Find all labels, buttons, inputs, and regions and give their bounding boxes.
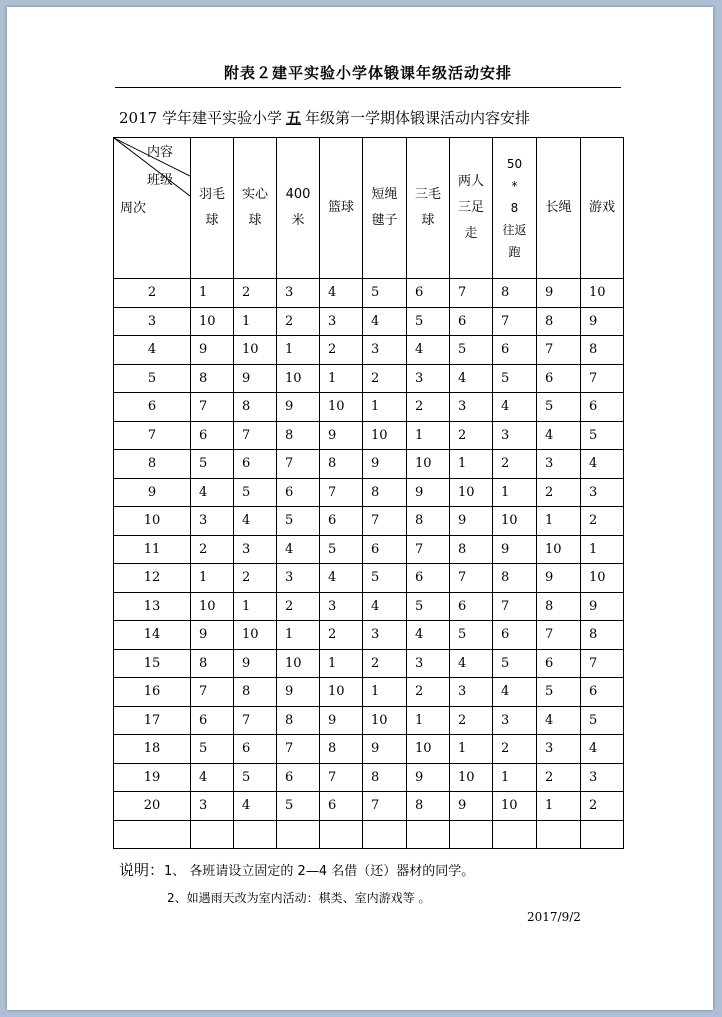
column-header-line: 50 [506,157,523,171]
week-cell: 18 [114,735,191,764]
class-number-cell: 7 [581,649,624,678]
column-header [191,138,234,279]
class-number-cell: 9 [277,393,320,422]
week-cell: 12 [114,564,191,593]
class-number-cell: 5 [191,450,234,479]
class-number-cell [537,820,581,849]
class-number-cell: 7 [493,592,537,621]
class-number-cell: 6 [234,735,277,764]
class-number-cell: 1 [320,364,363,393]
class-number-cell: 4 [450,649,493,678]
column-header-line: 两人 [457,174,484,189]
class-number-cell: 6 [493,336,537,365]
class-number-cell: 8 [407,507,450,536]
class-number-cell: 1 [320,649,363,678]
class-number-cell: 9 [191,621,234,650]
document-title: 附表２建平实验小学体锻课年级活动安排 [223,64,512,82]
class-number-cell [191,820,234,849]
column-header-line: 往返 [502,223,527,237]
class-number-cell: 4 [407,336,450,365]
class-number-cell: 5 [537,393,581,422]
class-number-cell: 1 [234,592,277,621]
class-number-cell: 10 [320,393,363,422]
class-number-cell: 4 [537,421,581,450]
class-number-cell [363,820,407,849]
class-number-cell: 8 [407,792,450,821]
class-number-cell: 1 [450,450,493,479]
column-header-line: 球 [421,213,435,228]
class-number-cell: 10 [277,364,320,393]
table-row [114,364,624,393]
class-number-cell: 2 [493,735,537,764]
table-row [114,820,624,849]
class-number-cell: 4 [320,279,363,308]
class-number-cell: 5 [234,478,277,507]
class-number-cell: 8 [363,478,407,507]
class-number-cell: 4 [493,678,537,707]
table-row [114,279,624,308]
class-number-cell: 7 [191,393,234,422]
table-row [114,678,624,707]
class-number-cell: 2 [537,763,581,792]
column-header-line: 球 [248,213,262,228]
class-number-cell: 9 [450,507,493,536]
class-number-cell: 5 [450,621,493,650]
class-number-cell: 2 [581,792,624,821]
class-number-cell: 9 [320,421,363,450]
class-number-cell: 10 [493,792,537,821]
class-number-cell: 9 [234,649,277,678]
class-number-cell: 7 [537,621,581,650]
class-number-cell: 7 [320,763,363,792]
class-number-cell: 3 [537,450,581,479]
class-number-cell: 9 [493,535,537,564]
column-header [493,138,537,279]
class-number-cell: 9 [581,307,624,336]
schedule-table [113,137,624,849]
class-number-cell: 6 [234,450,277,479]
class-number-cell: 1 [493,478,537,507]
class-number-cell: 10 [234,336,277,365]
class-number-cell: 4 [191,763,234,792]
column-header-line: 400 [285,187,311,202]
class-number-cell: 5 [363,564,407,593]
class-number-cell: 7 [320,478,363,507]
week-cell: 6 [114,393,191,422]
class-number-cell: 8 [581,621,624,650]
class-number-cell: 7 [234,706,277,735]
class-number-cell: 5 [363,279,407,308]
class-number-cell: 8 [277,706,320,735]
column-header [277,138,320,279]
class-number-cell: 10 [493,507,537,536]
class-number-cell: 1 [581,535,624,564]
column-header [363,138,407,279]
class-number-cell: 3 [363,336,407,365]
class-number-cell: 10 [581,564,624,593]
class-number-cell: 1 [234,307,277,336]
class-number-cell: 10 [277,649,320,678]
class-number-cell: 5 [191,735,234,764]
class-number-cell: 4 [493,393,537,422]
note-1-text: 1、 各班请设立固定的 2—4 名借（还）器材的同学。 [164,864,475,879]
class-number-cell: 4 [537,706,581,735]
class-number-cell: 2 [493,450,537,479]
class-number-cell: 10 [407,450,450,479]
table-subtitle [119,107,619,128]
table-row [114,735,624,764]
class-number-cell: 9 [537,279,581,308]
week-cell: 11 [114,535,191,564]
class-number-cell: 5 [581,421,624,450]
class-number-cell [493,820,537,849]
class-number-cell: 10 [407,735,450,764]
column-header-line: 走 [464,226,478,241]
class-number-cell: 1 [537,792,581,821]
class-number-cell: 8 [537,592,581,621]
week-cell: 3 [114,307,191,336]
column-header-line: 篮球 [327,200,354,215]
class-number-cell: 2 [277,592,320,621]
column-header-line: 长绳 [545,200,572,215]
class-number-cell: 7 [537,336,581,365]
class-number-cell [277,820,320,849]
class-number-cell: 9 [277,678,320,707]
class-number-cell: 3 [450,678,493,707]
class-number-cell: 4 [407,621,450,650]
column-header-line: 米 [291,213,305,228]
class-number-cell [450,820,493,849]
table-row [114,307,624,336]
table-row [114,649,624,678]
class-number-cell: 1 [493,763,537,792]
class-number-cell: 8 [581,336,624,365]
class-number-cell: 9 [407,478,450,507]
class-number-cell: 2 [450,706,493,735]
class-number-cell: 8 [191,364,234,393]
class-number-cell: 6 [537,649,581,678]
class-number-cell [581,820,624,849]
column-header-line: 8 [510,201,519,215]
class-number-cell: 2 [407,393,450,422]
column-header [234,138,277,279]
class-number-cell: 6 [450,592,493,621]
class-number-cell: 6 [363,535,407,564]
column-header-line: 跑 [508,245,521,259]
class-number-cell: 2 [320,336,363,365]
column-header-line: 三毛 [414,187,441,202]
class-number-cell: 7 [277,450,320,479]
class-number-cell: 9 [320,706,363,735]
class-number-cell: 6 [320,507,363,536]
column-header-line: 短绳 [371,187,398,202]
class-number-cell: 2 [363,364,407,393]
class-number-cell: 10 [581,279,624,308]
class-number-cell: 1 [191,279,234,308]
class-number-cell: 2 [320,621,363,650]
column-header-line: 毽子 [371,213,398,228]
class-number-cell: 3 [407,364,450,393]
table-row [114,393,624,422]
note-line-2: 2、如遇雨天改为室内活动：棋类、室内游戏等 。 [167,891,431,905]
class-number-cell: 6 [277,763,320,792]
class-number-cell: 6 [581,393,624,422]
corner-week-label: 周次 [120,201,147,216]
class-number-cell: 4 [450,364,493,393]
column-header-line: 球 [205,213,219,228]
column-header [537,138,581,279]
class-number-cell: 3 [363,621,407,650]
class-number-cell: 5 [320,535,363,564]
class-number-cell: 2 [363,649,407,678]
diagonal-corner [114,138,190,278]
class-number-cell: 7 [581,364,624,393]
class-number-cell: 2 [450,421,493,450]
class-number-cell: 6 [191,421,234,450]
week-cell: 7 [114,421,191,450]
class-number-cell: 6 [450,307,493,336]
column-header [407,138,450,279]
class-number-cell: 5 [277,792,320,821]
class-number-cell: 9 [363,735,407,764]
class-number-cell: 5 [537,678,581,707]
class-number-cell: 8 [234,678,277,707]
column-header [581,138,624,279]
class-number-cell: 10 [450,478,493,507]
class-number-cell: 8 [537,307,581,336]
class-number-cell: 3 [581,763,624,792]
class-number-cell [407,820,450,849]
table-row [114,592,624,621]
note-line-1 [119,859,474,880]
class-number-cell: 6 [493,621,537,650]
class-number-cell: 2 [234,279,277,308]
class-number-cell: 7 [277,735,320,764]
class-number-cell: 2 [277,307,320,336]
week-cell: 8 [114,450,191,479]
week-cell: 20 [114,792,191,821]
class-number-cell: 3 [320,592,363,621]
subtitle-grade: 五 [285,109,301,127]
class-number-cell: 8 [191,649,234,678]
class-number-cell: 3 [493,421,537,450]
class-number-cell: 4 [234,507,277,536]
class-number-cell: 4 [234,792,277,821]
class-number-cell: 7 [363,507,407,536]
table-row [114,336,624,365]
class-number-cell: 1 [537,507,581,536]
class-number-cell: 6 [191,706,234,735]
class-number-cell: 8 [450,535,493,564]
class-number-cell: 3 [450,393,493,422]
class-number-cell: 8 [320,450,363,479]
class-number-cell: 9 [191,336,234,365]
class-number-cell: 5 [277,507,320,536]
note-lead: 说明： [119,861,165,879]
class-number-cell: 8 [363,763,407,792]
week-cell: 19 [114,763,191,792]
class-number-cell: 7 [493,307,537,336]
column-header-line: * [511,179,518,193]
class-number-cell: 3 [191,792,234,821]
class-number-cell: 6 [537,364,581,393]
class-number-cell: 6 [320,792,363,821]
class-number-cell: 9 [363,450,407,479]
subtitle-suffix: 年级第一学期体锻课活动内容安排 [304,109,530,127]
class-number-cell: 2 [581,507,624,536]
class-number-cell: 3 [581,478,624,507]
week-cell: 14 [114,621,191,650]
column-header [450,138,493,279]
class-number-cell: 1 [407,421,450,450]
class-number-cell: 1 [363,678,407,707]
class-number-cell: 3 [320,307,363,336]
title-underline [115,87,621,88]
class-number-cell: 7 [191,678,234,707]
class-number-cell: 4 [363,307,407,336]
table-row [114,763,624,792]
class-number-cell: 9 [537,564,581,593]
class-number-cell: 10 [191,592,234,621]
table-row [114,621,624,650]
class-number-cell: 4 [191,478,234,507]
class-number-cell: 6 [581,678,624,707]
class-number-cell: 6 [277,478,320,507]
class-number-cell: 10 [363,706,407,735]
class-number-cell: 4 [363,592,407,621]
class-number-cell: 10 [537,535,581,564]
week-cell [114,820,191,849]
class-number-cell: 10 [191,307,234,336]
class-number-cell: 4 [277,535,320,564]
class-number-cell: 1 [363,393,407,422]
class-number-cell: 2 [234,564,277,593]
class-number-cell: 6 [407,279,450,308]
class-number-cell: 10 [450,763,493,792]
class-number-cell: 1 [407,706,450,735]
class-number-cell: 10 [320,678,363,707]
class-number-cell: 1 [277,621,320,650]
week-cell: 5 [114,364,191,393]
class-number-cell: 7 [450,279,493,308]
class-number-cell: 5 [493,364,537,393]
table-row [114,421,624,450]
week-cell: 9 [114,478,191,507]
table-row [114,706,624,735]
class-number-cell [320,820,363,849]
class-number-cell: 7 [363,792,407,821]
class-number-cell: 9 [581,592,624,621]
class-number-cell: 8 [493,279,537,308]
class-number-cell: 3 [277,564,320,593]
class-number-cell: 3 [407,649,450,678]
column-header-line: 三足 [457,200,484,215]
class-number-cell: 2 [407,678,450,707]
class-number-cell: 5 [450,336,493,365]
class-number-cell: 9 [407,763,450,792]
corner-class-label: 班级 [147,173,174,188]
class-number-cell: 7 [450,564,493,593]
class-number-cell: 4 [320,564,363,593]
class-number-cell: 1 [277,336,320,365]
class-number-cell: 5 [407,307,450,336]
column-header-line: 实心 [241,187,268,202]
class-number-cell: 7 [407,535,450,564]
class-number-cell: 8 [320,735,363,764]
corner-header-cell [114,138,191,279]
column-header-line: 游戏 [588,200,615,215]
week-cell: 10 [114,507,191,536]
table-body [114,279,624,849]
table-row [114,478,624,507]
class-number-cell: 3 [277,279,320,308]
week-cell: 17 [114,706,191,735]
column-header [320,138,363,279]
table-header-row [114,138,624,279]
class-number-cell: 5 [407,592,450,621]
class-number-cell: 1 [450,735,493,764]
class-number-cell: 2 [537,478,581,507]
class-number-cell: 9 [234,364,277,393]
week-cell: 2 [114,279,191,308]
table-row [114,792,624,821]
document-date: 2017/9/2 [527,910,581,924]
document-page [7,7,713,1010]
class-number-cell: 4 [581,735,624,764]
class-number-cell: 10 [234,621,277,650]
corner-content-label: 内容 [147,145,174,160]
week-cell: 13 [114,592,191,621]
class-number-cell: 4 [581,450,624,479]
table-row [114,507,624,536]
class-number-cell: 7 [234,421,277,450]
table-row [114,450,624,479]
week-cell: 15 [114,649,191,678]
class-number-cell: 1 [191,564,234,593]
week-cell: 16 [114,678,191,707]
class-number-cell: 8 [493,564,537,593]
table-row [114,535,624,564]
class-number-cell: 9 [450,792,493,821]
table-row [114,564,624,593]
class-number-cell: 8 [277,421,320,450]
class-number-cell: 8 [234,393,277,422]
class-number-cell: 3 [537,735,581,764]
class-number-cell: 2 [191,535,234,564]
class-number-cell: 5 [493,649,537,678]
column-header-line: 羽毛 [198,187,225,202]
class-number-cell [234,820,277,849]
subtitle-prefix: 2017 学年建平实验小学 [119,109,282,127]
class-number-cell: 6 [407,564,450,593]
class-number-cell: 3 [493,706,537,735]
class-number-cell: 10 [363,421,407,450]
class-number-cell: 3 [234,535,277,564]
class-number-cell: 5 [581,706,624,735]
week-cell: 4 [114,336,191,365]
class-number-cell: 3 [191,507,234,536]
class-number-cell: 5 [234,763,277,792]
